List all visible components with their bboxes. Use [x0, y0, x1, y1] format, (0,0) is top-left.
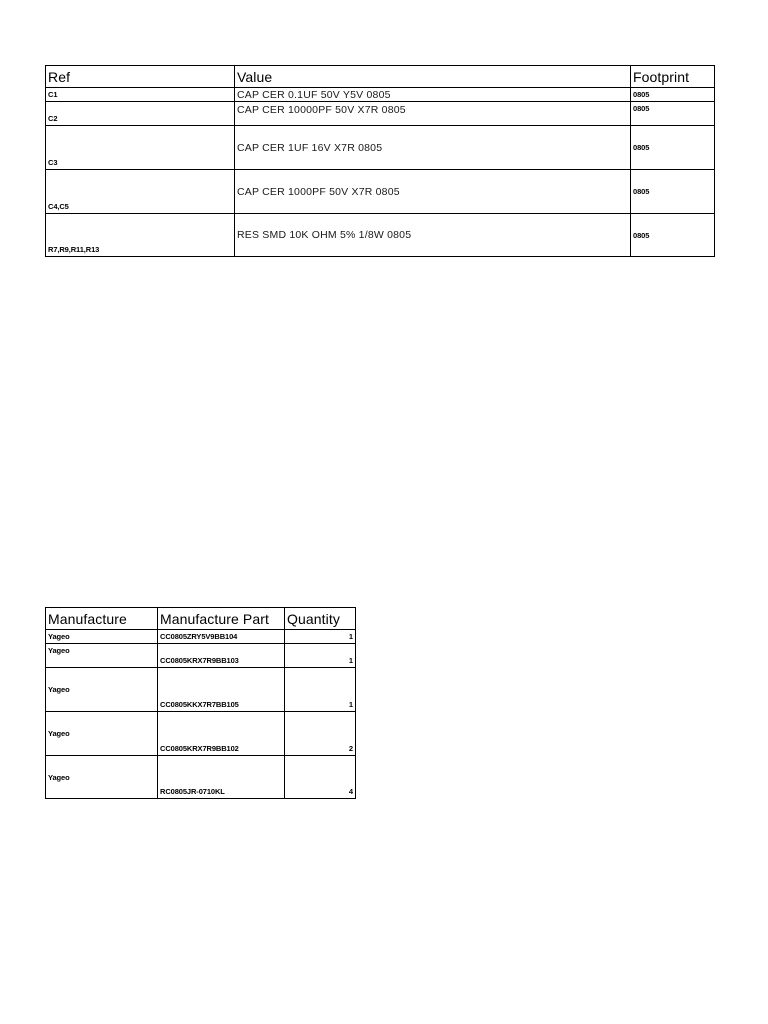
- value-cell: CAP CER 1UF 16V X7R 0805: [235, 126, 631, 170]
- manufacturer-cell: Yageo: [46, 644, 158, 668]
- quantity-cell: 1: [285, 630, 356, 644]
- footprint-cell: 0805: [631, 170, 715, 214]
- header-manufacture-part: Manufacture Part: [158, 608, 285, 630]
- header-value: Value: [235, 66, 631, 88]
- header-manufacture: Manufacture: [46, 608, 158, 630]
- table-row: [46, 170, 715, 214]
- ref-cell: C2: [46, 102, 235, 126]
- value-cell: CAP CER 1000PF 50V X7R 0805: [235, 170, 631, 214]
- bom-manufacturer-table: [45, 607, 356, 799]
- part-cell: CC0805KRX7R9BB103: [158, 644, 285, 668]
- header-ref: Ref: [46, 66, 235, 88]
- table-header-row: [46, 608, 356, 630]
- value-cell: CAP CER 10000PF 50V X7R 0805: [235, 102, 631, 126]
- quantity-cell: 2: [285, 712, 356, 756]
- ref-cell: C4,C5: [46, 170, 235, 214]
- footprint-cell: 0805: [631, 214, 715, 257]
- ref-cell: R7,R9,R11,R13: [46, 214, 235, 257]
- manufacturer-cell: Yageo: [46, 630, 158, 644]
- part-cell: CC0805ZRY5V9BB104: [158, 630, 285, 644]
- part-cell: CC0805KKX7R7BB105: [158, 668, 285, 712]
- table-row: [46, 756, 356, 799]
- table-row: [46, 644, 356, 668]
- manufacturer-cell: Yageo: [46, 668, 158, 712]
- part-cell: RC0805JR-0710KL: [158, 756, 285, 799]
- table-row: [46, 668, 356, 712]
- table-header-row: [46, 66, 715, 88]
- table-row: [46, 102, 715, 126]
- table-row: [46, 214, 715, 257]
- table-row: [46, 712, 356, 756]
- footprint-cell: 0805: [631, 88, 715, 102]
- quantity-cell: 4: [285, 756, 356, 799]
- table-row: [46, 88, 715, 102]
- part-cell: CC0805KRX7R9BB102: [158, 712, 285, 756]
- manufacturer-cell: Yageo: [46, 712, 158, 756]
- bom-ref-value-table: [45, 65, 715, 257]
- header-footprint: Footprint: [631, 66, 715, 88]
- table-row: [46, 126, 715, 170]
- quantity-cell: 1: [285, 644, 356, 668]
- quantity-cell: 1: [285, 668, 356, 712]
- header-quantity: Quantity: [285, 608, 356, 630]
- ref-cell: C3: [46, 126, 235, 170]
- ref-cell: C1: [46, 88, 235, 102]
- value-cell: RES SMD 10K OHM 5% 1/8W 0805: [235, 214, 631, 257]
- footprint-cell: 0805: [631, 126, 715, 170]
- manufacturer-cell: Yageo: [46, 756, 158, 799]
- value-cell: CAP CER 0.1UF 50V Y5V 0805: [235, 88, 631, 102]
- footprint-cell: 0805: [631, 102, 715, 126]
- table-row: [46, 630, 356, 644]
